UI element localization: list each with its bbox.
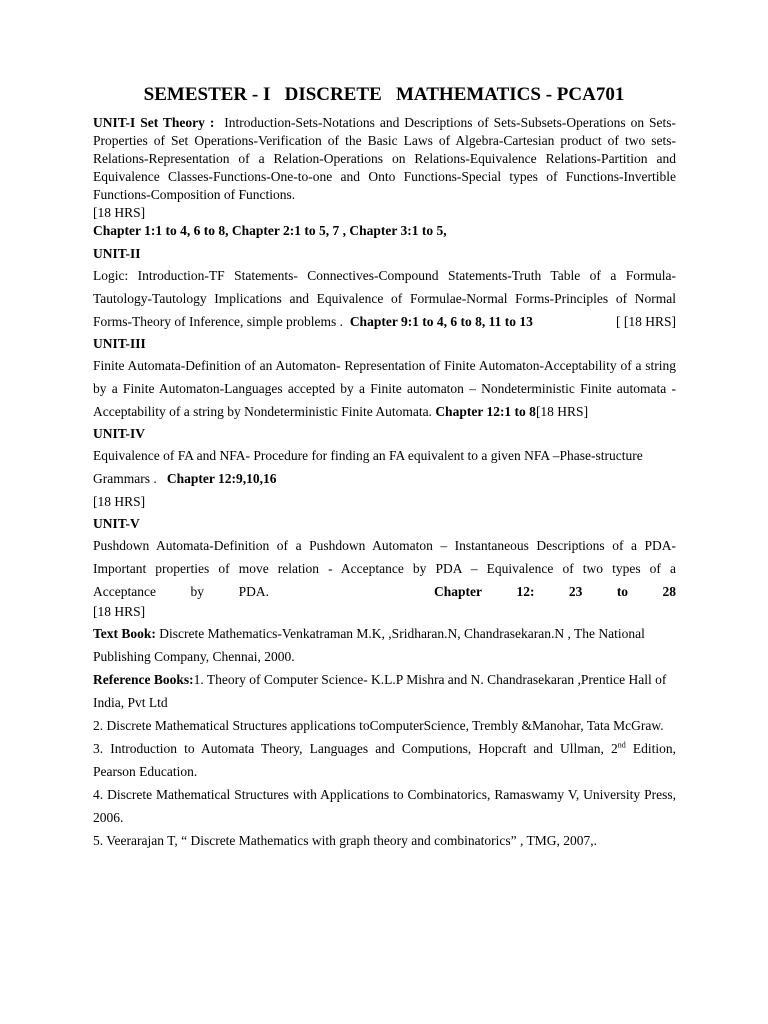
unit-5-heading: UNIT-V	[93, 516, 140, 531]
unit-2-hours: [ [18 HRS]	[616, 314, 676, 329]
unit-1-text: Introduction-Sets-Notations and Descriptions of Sets-Subsets-Operations on Sets-Properties of Set Operations-Verification of the Basic Laws of Algebra-Cartesian product of two sets-Relations-Representation of a Relation-Operations on Relations-Equivalence Relations-Partition and Equivalence Classes-Functions-One-to-one and Onto Functions-Special types of Functions-Invertible Functions-Composition of Functions.	[93, 115, 677, 202]
reference-5: 5. Veerarajan T, “ Discrete Mathematics with graph theory and combinatorics” , TMG, 2007,.	[93, 833, 597, 848]
textbook-label: Text Book:	[93, 626, 156, 641]
unit-4-hours: [18 HRS]	[93, 494, 146, 509]
unit-3-chapters: Chapter 12:1 to 8	[435, 404, 536, 419]
unit-5-chapters: Chapter 12: 23 to 28	[434, 584, 676, 599]
textbook-text: Discrete Mathematics-Venkatraman M.K, ,Sridharan.N, Chandrasekaran.N , The National Publishing Company, Chennai, 2000.	[93, 626, 645, 664]
unit-3-text: Finite Automata-Definition of an Automaton- Representation of Finite Automaton-Acceptability of a string by a Finite Automaton-Languages accepted by a Finite automaton – Nondeterministic Finite automata - Acceptability of a string by Nondeterministic Finite Automata.	[93, 358, 676, 419]
reference-3: 3. Introduction to Automata Theory, Languages and Computions, Hopcraft and Ullman, 2nd Edition, Pearson Education.	[93, 740, 677, 779]
unit-3-hours: [18 HRS]	[535, 404, 589, 419]
unit-1-chapters: Chapter 1:1 to 4, 6 to 8, Chapter 2:1 to 5, 7 , Chapter 3:1 to 5,	[93, 223, 447, 238]
unit-3-paragraph	[93, 354, 676, 423]
unit-5-text: Pushdown Automata-Definition of a Pushdown Automaton – Instantaneous Descriptions of a PDA-Important properties of move relation - Acceptance by PDA – Equivalence of two types of a	[93, 538, 676, 576]
reference-2: 2. Discrete Mathematical Structures applications toComputerScience, Trembly &Manohar, Tata McGraw.	[93, 718, 664, 733]
reference-1: Reference Books:1. Theory of Computer Science- K.L.P Mishra and N. Chandrasekaran ,Prentice Hall of India, Pvt Ltd	[93, 672, 667, 710]
page-title: SEMESTER - I DISCRETE MATHEMATICS - PCA701	[143, 84, 625, 105]
unit-5-chapter-line	[93, 580, 676, 603]
unit-2-text: Logic: Introduction-TF Statements- Connectives-Compound Statements-Truth Table of a Formula-Tautology-Tautology Implications and Equivalence of Formulae-Normal Forms-Principles of Normal Forms-Theory of Inference, simple problems .	[93, 268, 676, 329]
reference-4: 4. Discrete Mathematical Structures with Applications to Combinatorics, Ramaswamy V, University Press, 2006.	[93, 787, 676, 825]
unit-4-heading: UNIT-IV	[93, 426, 146, 441]
unit-5-acceptance-phrase: Acceptance by PDA.	[93, 584, 269, 599]
unit-1-paragraph	[93, 114, 676, 204]
unit-4-paragraph	[93, 444, 676, 490]
unit-4-text: Equivalence of FA and NFA- Procedure for finding an FA equivalent to a given NFA –Phase-structure Grammars .	[93, 448, 643, 486]
unit-2-paragraph	[93, 264, 676, 333]
unit-1-hours: [18 HRS]	[93, 205, 146, 220]
reference-books-label: Reference Books:	[93, 672, 194, 687]
syllabus-content	[93, 114, 676, 852]
unit-4-chapters: Chapter 12:9,10,16	[166, 471, 277, 486]
unit-1-section	[93, 114, 676, 240]
unit-1-label: UNIT-I Set Theory :	[93, 115, 215, 130]
textbook-paragraph	[93, 622, 676, 668]
unit-5-hours: [18 HRS]	[93, 604, 146, 619]
unit-3-heading: UNIT-III	[93, 336, 146, 351]
unit-2-heading: UNIT-II	[93, 246, 141, 261]
unit-2-chapters: Chapter 9:1 to 4, 6 to 8, 11 to 13	[349, 314, 533, 329]
